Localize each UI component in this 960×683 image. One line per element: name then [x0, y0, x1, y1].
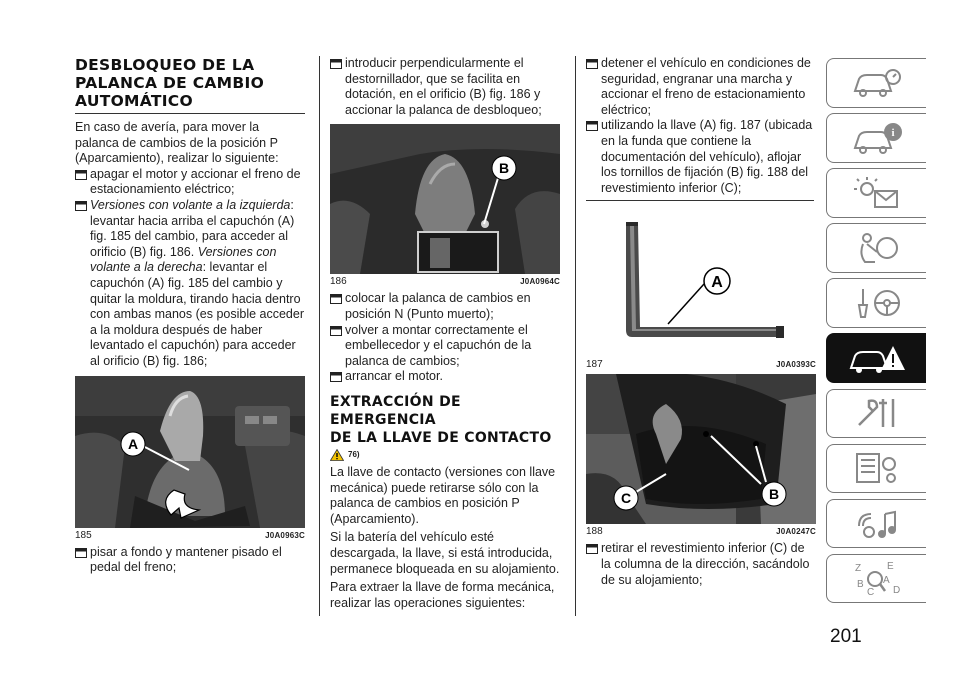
callout-letter: A: [127, 435, 139, 452]
step-item: [586, 541, 816, 588]
car-emergency-icon: [847, 340, 907, 376]
heading-line: EXTRACCIÓN DE EMERGENCIA: [330, 393, 461, 428]
step-bullet-icon: [75, 548, 87, 558]
tab-index[interactable]: [826, 554, 926, 604]
step-item: [330, 369, 560, 385]
tab-multimedia[interactable]: [826, 499, 926, 549]
step-bullet-icon: [586, 121, 598, 131]
figure-code: J0A0393C: [776, 360, 816, 370]
step-text: arrancar el motor.: [345, 369, 443, 384]
body-paragraph: Si la batería del vehículo esté descargada, la llave, si está introducida, permanece bloqueada en su alojamiento.: [330, 530, 560, 576]
step-text-rest: : levantar hacia arriba el capuchón (A) fig. 185 del cambio, para acceder al orificio (B) fig. 186.: [90, 197, 295, 259]
step-bullet-icon: [75, 201, 87, 211]
column-divider: [575, 56, 576, 616]
figure-185-photo: [75, 376, 305, 528]
step-bullet-icon: [75, 170, 87, 180]
technical-data-gears-icon: [851, 450, 903, 486]
step-bullet-icon: [586, 59, 598, 69]
step-text-rest: : levantar el capuchón (A) fig. 185 del cambio y quitar la moldura, tirando hacia dentro con ambas manos (es posible acceder a la moldura después de haber levantado el capuchón) para acceder al orificio (B) fig. 186;: [90, 260, 305, 368]
step-bullet-icon: [330, 294, 342, 304]
heading-line: DE LA LLAVE DE CONTACTO: [330, 429, 552, 446]
column-divider: [319, 56, 320, 616]
step-item: [75, 545, 305, 576]
tab-safety[interactable]: [826, 223, 926, 273]
figure-number: 187: [586, 359, 603, 371]
figure-number: 188: [586, 526, 603, 538]
figure-separator-line: [586, 200, 814, 201]
step-item: [75, 167, 305, 198]
callout-letter: C: [620, 490, 632, 507]
callout-letter: A: [711, 274, 723, 292]
multimedia-icon: [851, 506, 903, 542]
index-letter: D: [892, 584, 900, 596]
index-letter: C: [866, 586, 874, 598]
step-bullet-icon: [330, 59, 342, 69]
warning-reference: [330, 449, 560, 461]
figure-187-drawing: [586, 212, 816, 357]
tools-maintenance-icon: [851, 395, 903, 431]
tab-emergency[interactable]: [826, 333, 926, 383]
step-text: colocar la palanca de cambios en posición N (Punto muerto);: [345, 291, 531, 321]
step-text: introducir perpendicularmente el destornillador, que se facilita en dotación, en el orificio (B) fig. 186 y accionar la palanca de desbloqueo;: [345, 56, 542, 117]
heading-line: DESBLOQUEO DE LA: [75, 56, 255, 74]
body-paragraph: La llave de contacto (versiones con llave mecánica) puede retirarse sólo con la palanca de cambios en posición P (Aparcamiento).: [330, 464, 556, 526]
figure-186-photo: [330, 124, 560, 274]
step-item: [586, 56, 816, 118]
heading-line: AUTOMÁTICO: [75, 92, 193, 110]
intro-paragraph: En caso de avería, para mover la palanca de cambios de la posición P (Aparcamiento), realizar lo siguiente:: [75, 120, 279, 166]
version-label: Versiones con volante a la izquierda: [90, 197, 291, 212]
label-b-callout: [480, 154, 550, 234]
figure-number: 185: [75, 529, 92, 541]
tab-warning-lights[interactable]: [826, 168, 926, 218]
tab-maintenance[interactable]: [826, 389, 926, 439]
figure-code: J0A0963C: [265, 530, 305, 540]
section-heading-key: [330, 393, 560, 447]
step-item: [75, 198, 305, 370]
figure-number: 186: [330, 276, 347, 288]
column-1: [75, 56, 305, 576]
step-bullet-icon: [330, 372, 342, 382]
tab-dashboard[interactable]: [826, 58, 926, 108]
step-item: [330, 323, 560, 370]
step-text: volver a montar correctamente el embellecedor y el capuchón de la palanca de cambios;: [345, 322, 532, 368]
section-heading-unlock: [75, 56, 305, 114]
figure-code: J0A0247C: [776, 527, 816, 537]
heading-line: PALANCA DE CAMBIO: [75, 74, 265, 92]
tab-technical-data[interactable]: [826, 444, 926, 494]
alphabetical-index-icon: [847, 559, 907, 599]
column-2: [330, 56, 560, 611]
page-number: 201: [830, 626, 862, 647]
step-text: pisar a fondo y mantener pisado el pedal del freno;: [90, 544, 282, 575]
step-text: apagar el motor y accionar el freno de estacionamiento eléctrico;: [90, 166, 301, 197]
step-text: detener el vehículo en condiciones de seguridad, engranar una marcha y accionar el freno de estacionamiento eléctrico;: [601, 56, 811, 117]
figure-caption: [330, 276, 560, 287]
label-a-callout: [119, 430, 239, 520]
index-letter: E: [886, 560, 894, 572]
callout-letter: B: [498, 160, 510, 177]
figure-code: J0A0964C: [520, 277, 560, 287]
car-info-icon: [851, 120, 903, 156]
figure-caption: [586, 359, 816, 370]
warning-number: 76): [348, 450, 360, 460]
svg-text:i: i: [890, 126, 895, 139]
steering-wheel-key-icon: [851, 285, 903, 321]
allen-key-drawing: [586, 212, 816, 357]
step-bullet-icon: [330, 326, 342, 336]
column-3: [586, 56, 816, 588]
step-item: [330, 291, 560, 322]
chapter-tabs: [826, 58, 926, 609]
step-text: [90, 198, 305, 370]
warning-lights-message-icon: [851, 175, 903, 211]
airbag-safety-icon: [851, 230, 903, 266]
tab-car-info[interactable]: [826, 113, 926, 163]
figure-caption: [75, 530, 305, 541]
figure-caption: [586, 526, 816, 537]
figure-188-photo: [586, 374, 816, 524]
index-letter: Z: [854, 562, 861, 574]
body-paragraph: Para extraer la llave de forma mecánica, realizar las operaciones siguientes:: [330, 580, 555, 610]
step-item: [330, 56, 560, 118]
step-item: [586, 118, 816, 196]
car-dashboard-icon: [851, 65, 903, 101]
labels-bc-callout: [586, 374, 816, 524]
callout-letter: B: [768, 486, 780, 503]
index-letter: A: [882, 574, 890, 586]
tab-starting-driving[interactable]: [826, 278, 926, 328]
version-label: Versiones con volante a la derecha: [90, 244, 277, 275]
index-letter: B: [856, 578, 864, 590]
warning-triangle-icon: [330, 449, 344, 461]
curved-arrow-icon: [166, 490, 199, 518]
step-text: retirar el revestimiento inferior (C) de la columna de la dirección, sacándolo de su alojamiento;: [601, 541, 810, 587]
step-bullet-icon: [586, 544, 598, 554]
step-text: utilizando la llave (A) fig. 187 (ubicada en la funda que contiene la documentación del vehículo), aflojar los tornillos de fijación (B) fig. 188 del revestimiento inferior (C);: [601, 118, 813, 195]
